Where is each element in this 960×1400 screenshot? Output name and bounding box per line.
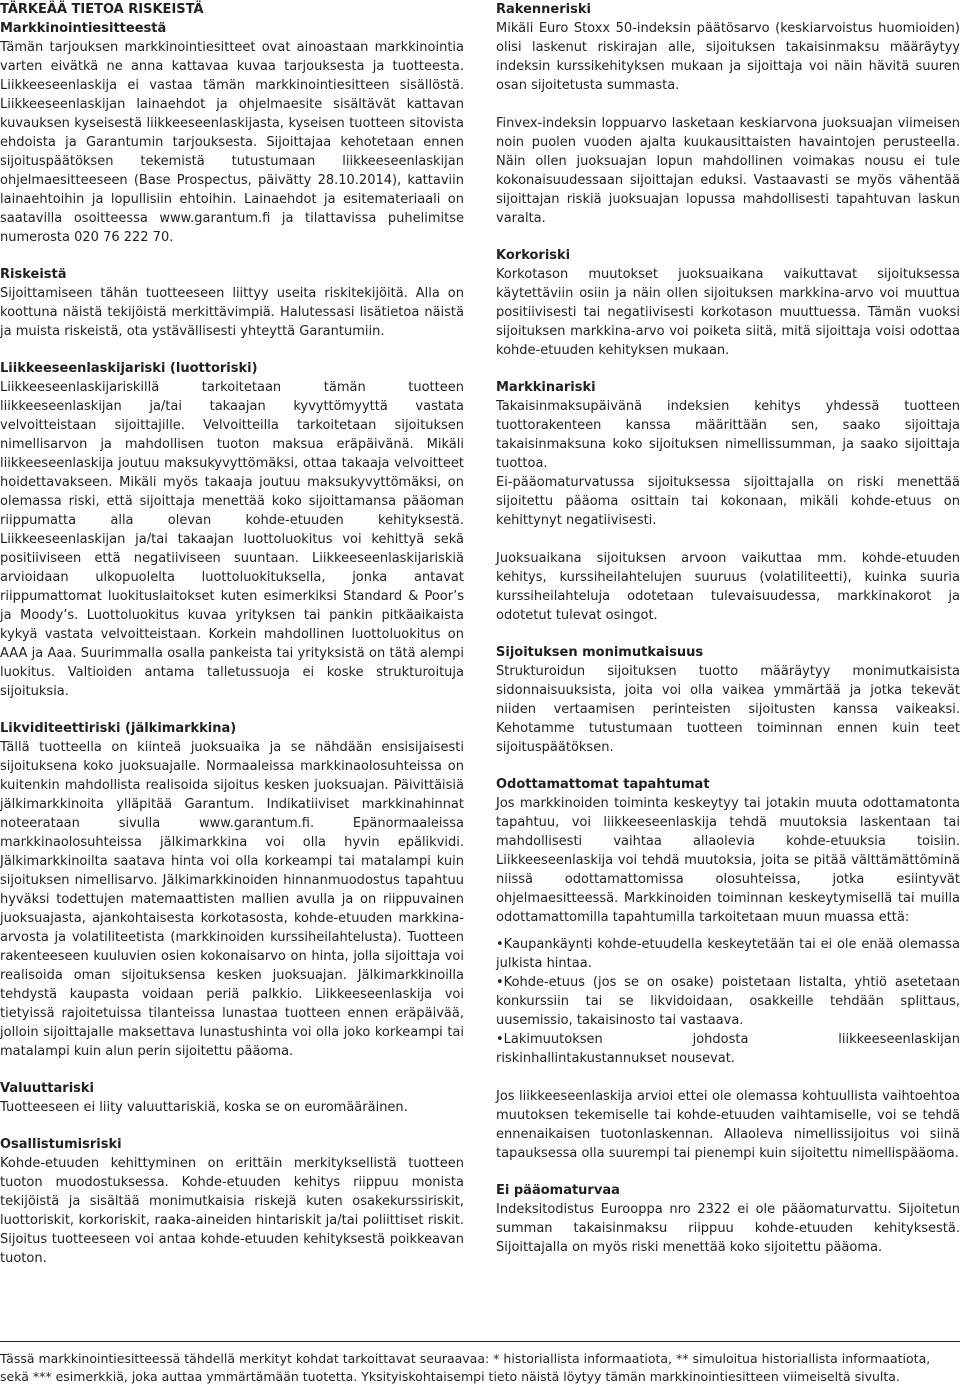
list-item: • Kaupankäynti kohde-etuudella keskeytetään tai ei ole enää olemassa julkista hintaa. bbox=[496, 935, 960, 973]
section-heading: Sijoituksen monimutkaisuus bbox=[496, 645, 704, 660]
section-structure-risk bbox=[496, 0, 960, 228]
section-text: Tämän tarjouksen markkinointiesitteet ovat ainoastaan markkinointia varten eivätkä ne anna kattavaa kuvaa tarjouksesta ja tuotteesta. Liikkeeseenlaskija ei vastaa tämän markkinointiesitteen sisällöstä. Liikkeeseenlaskijan lainaehdot ja ohjelmaesite sisältävät kattavan kuvauksen kyseisestä liikkeeseenlaskijasta, kyseisen tuotteen sitovista ehdoista ja Garantumin tarjouksesta. Sijoittajaa kehotetaan ennen sijoituspäätöksen tekemistä tutustumaan liikkeeseenlaskijan ohjelmaesitteeseen (Base Prospectus, päivätty 28.10.2014), kattaviin lainaehtoihin ja lopullisiin ehtoihin. Lainaehdot ja esitemateriaali on saatavilla osoitteessa www.garantum.fi ja tilattavissa puhelimitse numerosta 020 76 222 70. bbox=[0, 40, 464, 245]
list-item: • Lakimuutoksen johdosta liikkeeseenlaskijan riskinhallintakustannukset nousevat. bbox=[496, 1030, 960, 1068]
footer-note bbox=[0, 1341, 960, 1386]
section-text: Jos markkinoiden toiminta keskeytyy tai jotakin muuta odottamatonta tapahtuu, voi liikkeeseenlaskija tehdä muutoksia laskentaan tai mahdollisesti vaihtaa allaolevia kohde-etuuksia toisiin. Liikkeeseenlaskija voi tehdä muutoksia, joita se pitää välttämättöminä niissä odottamattomissa olosuhteissa, jotka esiintyvät ohjelmaesitteessä. Markkinoiden toiminnan keskeytymisellä tai muilla odottamattomilla tapahtumilla tarkoitetaan muun muassa että: bbox=[496, 796, 960, 925]
section-marketing bbox=[0, 19, 464, 247]
section-text: Tällä tuotteella on kiinteä juoksuaika ja se nähdään ensisijaisesti sijoituksena koko juoksuajalle. Normaaleissa markkinaolosuhteissa on kuitenkin mahdollista realisoida sijoitus kesken juoksuajan. Päivittäisiä jälkimarkkinoita ylläpitää Garantum. Indikatiiviset markkinahinnat noteerataan sivulla www.garantum.fi. Epänormaaleissa markkinaolosuhteissa jälkimarkkina voi olla hyvin epälikvidi. Jälkimarkkinoilta saatava hinta voi olla korkeampi tai matalampi kuin sijoituksen nimellisarvo. Jälkimarkkinoiden hinnanmuodostus tapahtuu hyväksi todettujen matemaattisten mallien avulla ja on riippuvainen juoksuajasta, ajankohtaisesta korkotasosta, kohde-etuuden markkina-arvosta ja volatiliteetista (markkinoiden kurssiheilahtelusta). Tuotteen rakenteeseen kuuluvien osien kokonaisarvo on hinta, jolla sijoittaja voi realisoida oman sijoituksensa kesken juoksuajan. Jälkimarkkinoilla tehdystä kaupasta voidaan periä palkkio. Liikkeeseenlaskija voi tietyissä rajoitetuissa tilanteissa lunastaa tuotteen ennen eräpäivää, jolloin sijoittajalle maksettava lunastushinta voi olla joko korkeampi tai matalampi kuin alun perin sijoitettu pääoma. bbox=[0, 740, 464, 1059]
right-column bbox=[496, 0, 960, 1275]
section-no-capital-protection bbox=[496, 1181, 960, 1257]
section-heading: Markkinariski bbox=[496, 380, 596, 395]
section-liquidity-risk bbox=[0, 719, 464, 1061]
section-complexity bbox=[496, 643, 960, 757]
section-text: Korkotason muutokset juoksuaikana vaikuttavat sijoituksessa käytettäviin osiin ja näin ollen sijoituksen markkina-arvo voi muuttua positiivisesti tai negatiivisesti korkotason muuttuessa. Tämän vuoksi sijoituksen markkina-arvo voi poiketa siitä, mitä sijoittaja voisi odottaa kohde-etuuden kehityksen mukaan. bbox=[496, 267, 960, 358]
section-heading: Likviditeettiriski (jälkimarkkina) bbox=[0, 721, 237, 736]
section-issuer-risk bbox=[0, 359, 464, 701]
section-market-risk bbox=[496, 378, 960, 625]
bullet-list bbox=[496, 935, 960, 1068]
section-interest-risk bbox=[496, 246, 960, 360]
section-heading: Markkinointiesitteestä bbox=[0, 21, 167, 36]
section-heading: Riskeistä bbox=[0, 267, 67, 282]
section-heading: Korkoriski bbox=[496, 248, 571, 263]
section-heading: Odottamattomat tapahtumat bbox=[496, 777, 710, 792]
section-text: Liikkeeseenlaskijariskillä tarkoitetaan tämän tuotteen liikkeeseenlaskijan ja/tai takaajan kyvyttömyyttä vastata velvoitteistaan sijoittajille. Velvoitteilla tarkoitetaan sijoituksen nimellisarvon ja mahdollisen tuoton maksua eräpäivänä. Mikäli liikkeeseenlaskija joutuu maksukyvyttömäksi, ottaa takaaja velvoitteet hoidettavakseen. Mikäli myös takaaja joutuu maksukyvyttömäksi, on olemassa riski, että sijoittaja menettää koko sijoittamansa pääoman riippumatta alla olevan kohde-etuuden kehityksestä. Liikkeeseenlaskijan ja/tai takaajan luottoluokitus voi kehittyä sekä positiiviseen että negatiiviseen suuntaan. Liikkeeseenlaskijariskiä arvioidaan ulkopuolelta luottoluokituksella, jonka antavat riippumattomat luokituslaitokset kuten esimerkiksi Standard & Poor’s ja Moody’s. Luottoluokitus kuvaa yrityksen tai pankin pitkäaikaista kykyä vastata velvoitteistaan. Korkein mahdollinen luottoluokitus on AAA ja Aaa. Suurimmalla osalla pankeista tai yrityksistä on tätä alempi luokitus. Valtioiden antama talletussuoja ei koske strukturoituja sijoituksia. bbox=[0, 380, 464, 699]
section-text: Jos liikkeeseenlaskija arvioi ettei ole olemassa kohtuullista vaihtoehtoa muutoksen tekemiselle tai kohde-etuuden vaihtamiselle, voi se tehdä ennenaikaisen tuotonlaskennan. Allaoleva nimellissijoitus voi siinä tapauksessa olla suurempi tai pienempi kuin sijoitettu nimellispääoma. bbox=[496, 1089, 960, 1161]
section-participation-risk bbox=[0, 1135, 464, 1268]
section-currency-risk bbox=[0, 1079, 464, 1117]
section-heading: Ei pääomaturvaa bbox=[496, 1183, 620, 1198]
section-text: Strukturoidun sijoituksen tuotto määräytyy monimutkaisista sidonnaisuuksista, joita voi olla vaikea ymmärtää ja jotka tekevät niiden vertaamisen perinteisten sijoitusten kanssa vaikeaksi. Kehotamme tutustumaan tuotteen toiminnan ennen kuin teet sijoituspäätöksen. bbox=[496, 664, 960, 755]
section-text: Juoksuaikana sijoituksen arvoon vaikuttaa mm. kohde-etuuden kehitys, kurssiheilahtelujen suuruus (volatiliteetti), kuinka suuria kurssiheilahteluja odotetaan tulevaisuudessa, markkinakorot ja odotetut tulevat osingot. bbox=[496, 551, 960, 623]
section-text: Tuotteeseen ei liity valuuttariskiä, koska se on euromääräinen. bbox=[0, 1100, 408, 1115]
section-heading: Valuuttariski bbox=[0, 1081, 94, 1096]
section-risks bbox=[0, 265, 464, 341]
section-unexpected-events bbox=[496, 775, 960, 1163]
section-text: Takaisinmaksupäivänä indeksien kehitys yhdessä tuotteen tuottorakenteen kanssa määrittään sen, saako sijoittaja takaisinmaksuna koko sijoituksen nimellissumman, ja saako sijoittaja tuottoa. bbox=[496, 399, 960, 471]
section-text: Indeksitodistus Eurooppa nro 2322 ei ole pääomaturvattu. Sijoitetun summan takaisinmaksu riippuu kohde-etuuden kehityksestä. Sijoittajalla on myös riski menettää koko sijoitettu pääoma. bbox=[496, 1202, 960, 1255]
section-heading: Liikkeeseenlaskijariski (luottoriski) bbox=[0, 361, 258, 376]
section-heading: Rakenneriski bbox=[496, 2, 591, 17]
section-text: Sijoittamiseen tähän tuotteeseen liittyy useita riskitekijöitä. Alla on koottuna näistä tekijöistä merkittävimpiä. Halutessasi lisätietoa näistä ja muista riskeistä, ota ystävällisesti yhteyttä Garantumiin. bbox=[0, 286, 464, 339]
footer-text: Tässä markkinointiesitteessä tähdellä merkityt kohdat tarkoittavat seuraavaa: * historiallista informaatiota, ** simuloitua historiallista informaatiota, sekä *** esimerkkiä, joka auttaa ymmärtämään tuotetta. Yksityiskohtaisempi tieto näistä löytyy tämän markkinointiesitteen viimeiseltä sivulta. bbox=[0, 1351, 931, 1384]
section-text: Kohde-etuuden kehittyminen on erittäin merkityksellistä tuotteen tuoton muodostuksessa. Kohde-etuuden kehitys riippuu monista tekijöistä ja sisältää monimutkaisia riskejä kuten osakekurssiriskit, luottoriskit, korkoriskit, raaka-aineiden hintariskit ja/tai poliittiset riskit. Sijoitus tuotteeseen voi antaa kohde-etuuden kehityksestä poikkeavan tuoton. bbox=[0, 1156, 464, 1266]
left-column bbox=[0, 0, 464, 1286]
section-text bbox=[496, 95, 960, 114]
section-text: Finvex-indeksin loppuarvo lasketaan keskiarvona juoksuajan viimeisen noin puolen vuoden ajalta kuukausittaisten havaintojen perusteella. Näin ollen juoksuajan lopun mahdollinen voimakas nousu ei tule kokonaisuudessaan sijoittajan eduksi. Vastaavasti se myös vähentää sijoittajan riskiä juoksuajan lopussa mahdollisesti tapahtuvan laskun varalta. bbox=[496, 116, 960, 226]
section-text: Mikäli Euro Stoxx 50-indeksin päätösarvo (keskiarvoistus huomioiden) olisi laskenut riskirajan alle, sijoituksen takaisinmaksu määräytyy indeksin kurssikehityksen mukaan ja sijoittaja voi näin hävitä suuren osan sijoitetusta summasta. bbox=[496, 21, 960, 93]
page-title: TÄRKEÄÄ TIETOA RISKEISTÄ bbox=[0, 2, 204, 17]
list-item: • Kohde-etuus (jos se on osake) poistetaan listalta, yhtiö asetetaan konkurssiin tai se likvidoidaan, osakkeille tehdään splittaus, uusemissio, takaisinosto tai vastaava. bbox=[496, 973, 960, 1030]
section-text: Ei-pääomaturvatussa sijoituksessa sijoittajalla on riski menettää sijoitettu pääoma osittain tai kokonaan, mikäli kohde-etuus on kehittynyt negatiivisesti. bbox=[496, 475, 960, 528]
section-heading: Osallistumisriski bbox=[0, 1137, 122, 1152]
section-text bbox=[496, 530, 960, 549]
